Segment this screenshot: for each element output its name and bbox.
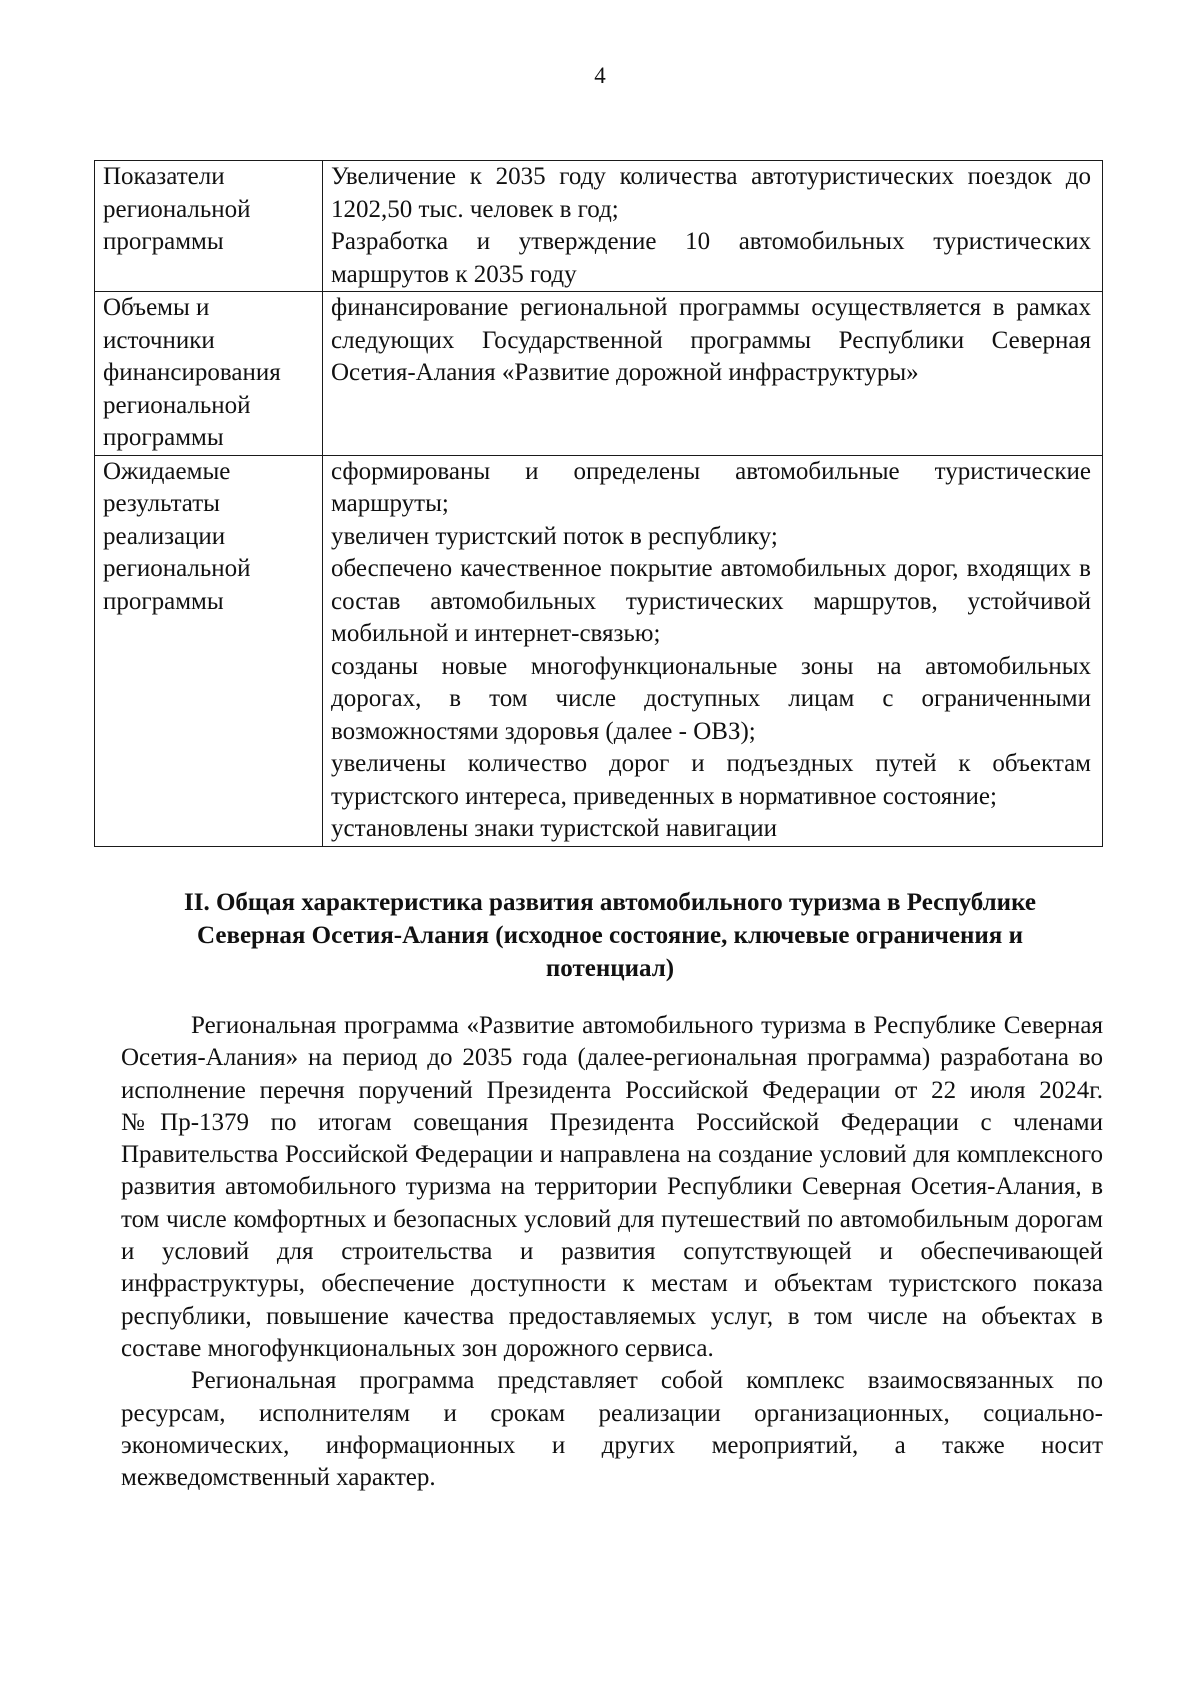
row-value [323, 161, 1103, 292]
value-line: сформированы и определены автомобильные туристические маршруты; [331, 457, 1091, 517]
value-line: Разработка и утверждение 10 автомобильных туристических маршрутов к 2035 году [331, 228, 1091, 288]
row-value [323, 292, 1103, 456]
table-row [95, 161, 1103, 292]
value-line: созданы новые многофункциональные зоны на автомобильных дорогах, в том числе доступных лицам с ограниченными возможностями здоровья (далее - ОВЗ); [331, 652, 1091, 745]
value-line: установлены знаки туристской навигации [331, 815, 777, 842]
table-row [95, 292, 1103, 456]
paragraph: Региональная программа представляет собой комплекс взаимосвязанных по ресурсам, исполнителям и срокам реализации организационных, социально-экономических, информационных и других мероприятий, а также носит межведомственный характер. [121, 1367, 1103, 1492]
value-line: увеличен туристский поток в республику; [331, 522, 778, 550]
paragraph: Региональная программа «Развитие автомобильного туризма в Республике Северная Осетия-Алания» на период до 2035 года (далее-региональная программа) разработана во исполнение перечня поручений Президента Российской Федерации от 22 июля 2024г. №Пр-1379 по итогам совещания Президента Российской Федерации с членами Правительства Российской Федерации и направлена на создание условий для комплексного развития автомобильного туризма на территории Республики Северная Осетия-Алания, в том числе комфортных и безопасных условий для путешествий по автомобильным дорогам и условий для строительства и развития сопутствующей и обеспечивающей инфраструктуры, обеспечение доступности к местам и объектам туристского показа республики, повышение качества предоставляемых услуг, в том числе на объектах в составе многофункциональных зон дорожного сервиса. [121, 1012, 1103, 1362]
value-line: обеспечено качественное покрытие автомобильных дорог, входящих в состав автомобильных туристических маршрутов, устойчивой мобильной и интернет-связью; [331, 555, 1091, 647]
row-label: Ожидаемые результаты реализации региональной программы [95, 455, 323, 846]
page-number: 4 [594, 63, 606, 88]
section-heading: II. Общая характеристика развития автомобильного туризма в Республике Северная Осетия-Алания (исходное состояние, ключевые ограничения и потенциал) [184, 889, 1036, 982]
row-label: Показатели региональной программы [95, 161, 323, 292]
row-label: Объемы и источники финансирования региональной программы [95, 292, 323, 456]
value-line: финансирование региональной программы осуществляется в рамках следующих Государственной программы Республики Северная Осетия-Алания «Развитие дорожной инфраструктуры» [331, 294, 1091, 386]
value-line: Увеличение к 2035 году количества автотуристических поездок до 1202,50 тыс. человек в год; [331, 163, 1091, 223]
row-value [323, 455, 1103, 846]
body-text [121, 1010, 1103, 1494]
program-passport-table [94, 160, 1103, 847]
table-row [95, 455, 1103, 846]
value-line: увеличены количество дорог и подъездных путей к объектам туристского интереса, приведенных в нормативное состояние; [331, 750, 1091, 810]
